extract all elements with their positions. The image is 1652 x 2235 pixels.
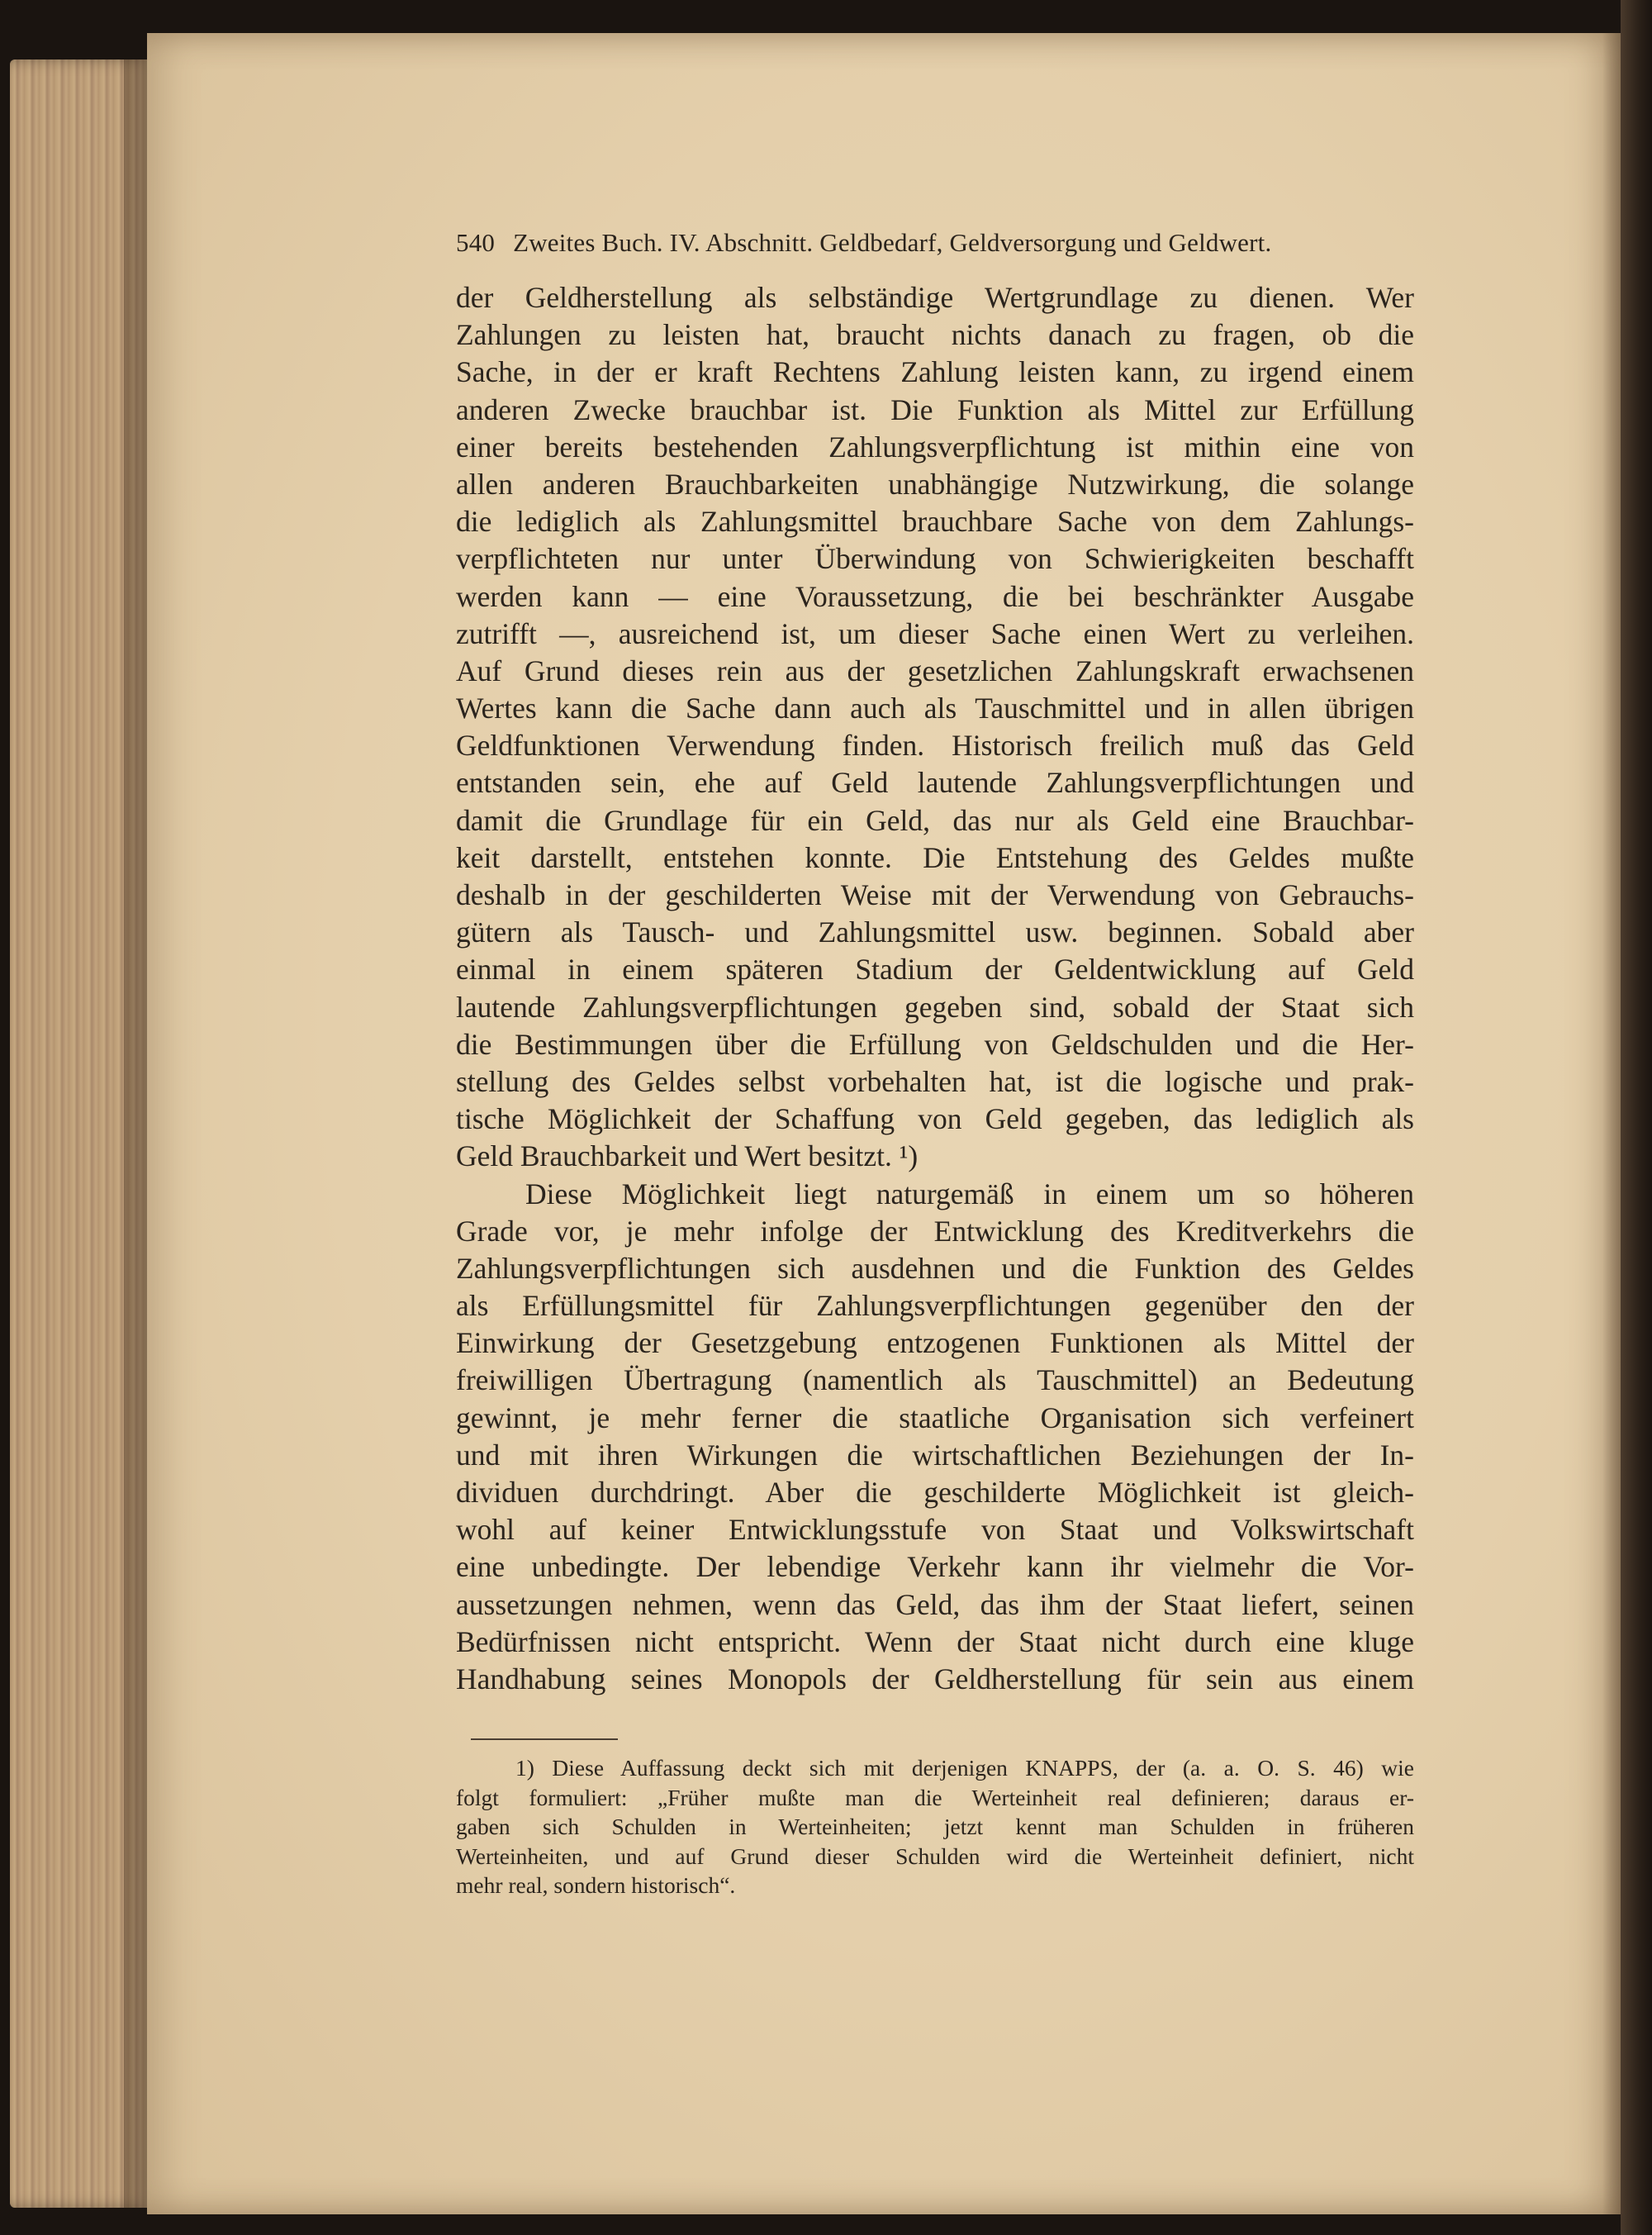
text-line: stellung des Geldes selbst vorbehalten hat, ist die logische und prak- xyxy=(456,1064,1414,1098)
text-line: Geldfunktionen Verwendung finden. Historisch freilich muß das Geld xyxy=(456,729,1414,763)
text-line: Grade vor, je mehr infolge der Entwicklung des Kreditverkehrs die xyxy=(456,1214,1414,1248)
text-line: entstanden sein, ehe auf Geld lautende Zahlungsverpflichtungen und xyxy=(456,766,1414,800)
text-line: Sache, in der er kraft Rechtens Zahlung leisten kann, zu irgend einem xyxy=(456,355,1414,389)
text-line: anderen Zwecke brauchbar ist. Die Funktion als Mittel zur Erfüllung xyxy=(456,392,1414,426)
text-line: dividuen durchdringt. Aber die geschilderte Möglichkeit ist gleich- xyxy=(456,1476,1414,1509)
text-line: lautende Zahlungsverpflichtungen gegeben sind, sobald der Staat sich xyxy=(456,990,1414,1024)
text-line: verpflichteten nur unter Überwindung von Schwierigkeiten beschafft xyxy=(456,542,1414,576)
text-line: freiwilligen Übertragung (namentlich als Tauschmittel) an Bedeutung xyxy=(456,1363,1414,1397)
text-line: Einwirkung der Gesetzgebung entzogenen Funktionen als Mittel der xyxy=(456,1326,1414,1360)
text-line: Diese Möglichkeit liegt naturgemäß in einem um so höheren xyxy=(525,1177,1414,1210)
text-line: der Geldherstellung als selbständige Wertgrundlage zu dienen. Wer xyxy=(456,281,1414,314)
text-line: die Bestimmungen über die Erfüllung von Geldschulden und die Her- xyxy=(456,1027,1414,1061)
footnote-line: mehr real, sondern historisch“. xyxy=(456,1872,736,1898)
text-line: aussetzungen nehmen, wenn das Geld, das ihm der Staat liefert, seinen xyxy=(456,1587,1414,1621)
text-line: Auf Grund dieses rein aus der gesetzlichen Zahlungskraft erwachsenen xyxy=(456,654,1414,687)
footnote xyxy=(456,1753,1414,1900)
text-line: Zahlungen zu leisten hat, braucht nichts danach zu fragen, ob die xyxy=(456,318,1414,352)
text-line: Geld Brauchbarkeit und Wert besitzt. ¹) xyxy=(456,1139,919,1173)
running-head xyxy=(456,228,1406,258)
text-line: werden kann — eine Voraussetzung, die bei beschränkter Ausgabe xyxy=(456,579,1414,613)
text-line: und mit ihren Wirkungen die wirtschaftlichen Beziehungen der In- xyxy=(456,1438,1414,1472)
text-line: eine unbedingte. Der lebendige Verkehr kann ihr vielmehr die Vor- xyxy=(456,1550,1414,1584)
footnote-line: 1) Diese Auffassung deckt sich mit derjenigen KNAPPS, der (a. a. O. S. 46) wie xyxy=(515,1755,1414,1781)
running-head-title: Zweites Buch. IV. Abschnitt. Geldbedarf, Geldversorgung und Geldwert. xyxy=(513,228,1272,257)
text-line: als Erfüllungsmittel für Zahlungsverpflichtungen gegenüber den der xyxy=(456,1289,1414,1323)
text-line: zutrifft —, ausreichend ist, um dieser Sache einen Wert zu verleihen. xyxy=(456,616,1414,650)
text-line: Wertes kann die Sache dann auch als Tauschmittel und in allen übrigen xyxy=(456,692,1414,725)
text-line: deshalb in der geschilderten Weise mit der Verwendung von Gebrauchs- xyxy=(456,878,1414,911)
text-line: tische Möglichkeit der Schaffung von Geld gegeben, das lediglich als xyxy=(456,1102,1414,1136)
text-line: allen anderen Brauchbarkeiten unabhängige Nutzwirkung, die solange xyxy=(456,467,1414,501)
text-line: damit die Grundlage für ein Geld, das nur als Geld eine Brauchbar- xyxy=(456,803,1414,837)
footnote-rule xyxy=(471,1738,618,1740)
footnote-line: gaben sich Schulden in Werteinheiten; jetzt kennt man Schulden in früheren xyxy=(456,1814,1414,1839)
text-line: gütern als Tausch- und Zahlungsmittel usw. beginnen. Sobald aber xyxy=(456,915,1414,949)
right-page-edge xyxy=(1621,0,1652,2235)
body-text xyxy=(456,279,1414,1698)
text-line: Zahlungsverpflichtungen sich ausdehnen und die Funktion des Geldes xyxy=(456,1251,1414,1285)
text-line: keit darstellt, entstehen konnte. Die Entstehung des Geldes mußte xyxy=(456,840,1414,874)
text-line: einer bereits bestehenden Zahlungsverpflichtung ist mithin eine von xyxy=(456,430,1414,464)
text-line: Bedürfnissen nicht entspricht. Wenn der Staat nicht durch eine kluge xyxy=(456,1624,1414,1658)
footnote-line: Werteinheiten, und auf Grund dieser Schulden wird die Werteinheit definiert, nicht xyxy=(456,1843,1414,1869)
text-line: Handhabung seines Monopols der Geldherstellung für sein aus einem xyxy=(456,1662,1414,1695)
page-number: 540 xyxy=(456,228,496,257)
text-line: die lediglich als Zahlungsmittel brauchbare Sache von dem Zahlungs- xyxy=(456,505,1414,539)
footnote-line: folgt formuliert: „Früher mußte man die Werteinheit real definieren; daraus er- xyxy=(456,1784,1414,1810)
gutter-shadow xyxy=(1602,33,1621,2214)
text-line: einmal in einem späteren Stadium der Geldentwicklung auf Geld xyxy=(456,953,1414,987)
text-line: wohl auf keiner Entwicklungsstufe von Staat und Volkswirtschaft xyxy=(456,1513,1414,1547)
text-line: gewinnt, je mehr ferner die staatliche Organisation sich verfeinert xyxy=(456,1400,1414,1434)
